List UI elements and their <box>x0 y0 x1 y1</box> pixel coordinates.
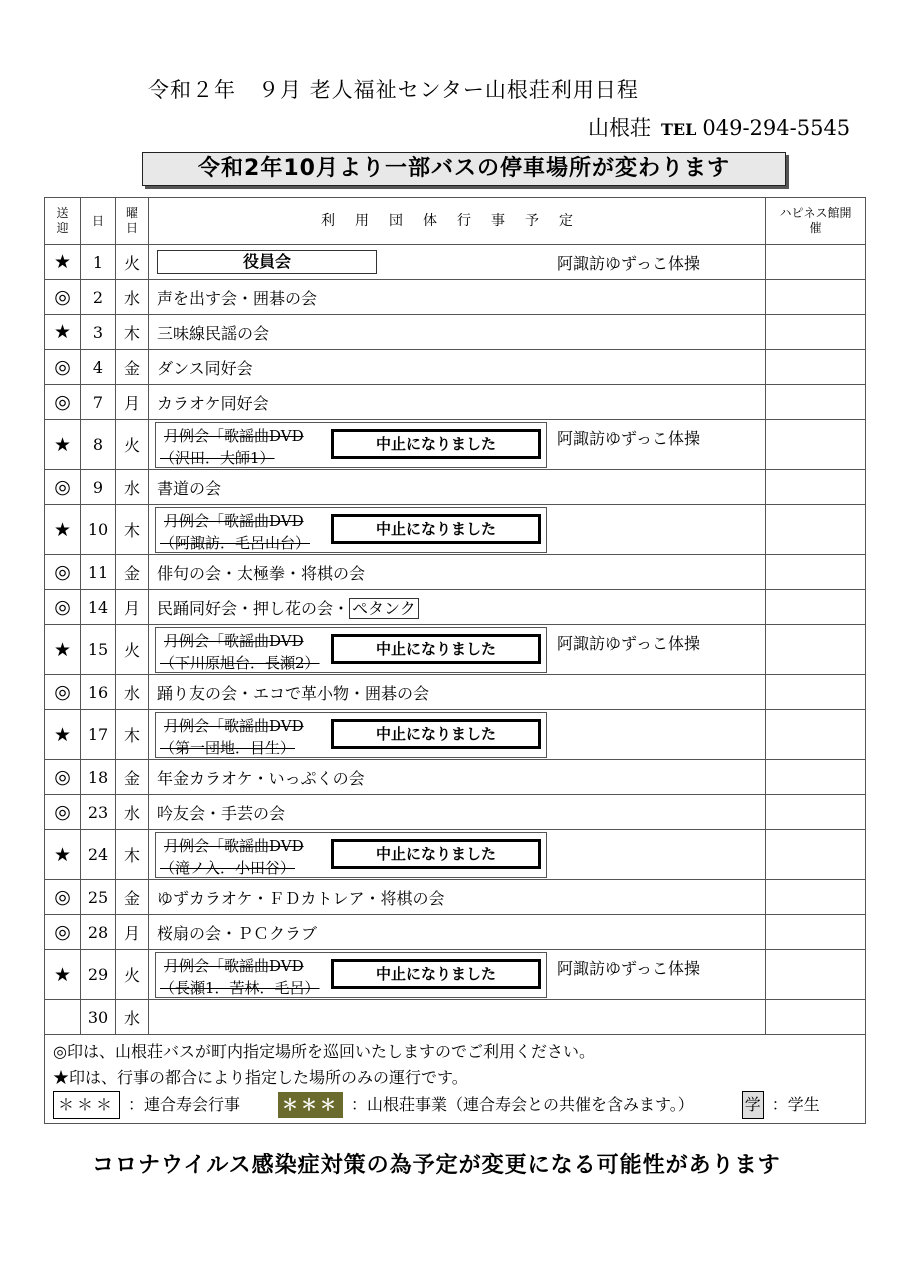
happiness-cell <box>766 1000 866 1035</box>
cancelled-stamp: 中止になりました <box>331 959 541 989</box>
day-number: 17 <box>81 710 116 760</box>
day-number: 18 <box>81 760 116 795</box>
transport-mark: ◎ <box>45 350 81 385</box>
schedule-table <box>44 197 866 1124</box>
weekday: 水 <box>116 280 149 315</box>
table-row <box>45 385 866 420</box>
transport-mark: ★ <box>45 420 81 470</box>
event-cell <box>149 245 766 280</box>
table-header-row <box>45 198 866 245</box>
note-star-mark: ★印は、行事の都合により指定した場所のみの運行です。 <box>53 1068 468 1087</box>
day-number: 8 <box>81 420 116 470</box>
event-right-text: 阿諏訪ゆずっこ体操 <box>557 634 701 653</box>
transport-mark: ◎ <box>45 760 81 795</box>
event-right-text: 阿諏訪ゆずっこ体操 <box>557 959 701 978</box>
happiness-cell <box>766 350 866 385</box>
event-text: 三味線民謡の会 <box>157 323 270 343</box>
event-cell <box>149 590 766 625</box>
transport-mark: ★ <box>45 950 81 1000</box>
legend <box>53 1091 857 1119</box>
page-title: 令和２年 ９月 老人福祉センター山根荘利用日程 <box>148 78 639 102</box>
cancelled-line1: 月例会「歌謡曲DVD <box>164 512 304 530</box>
transport-mark: ◎ <box>45 590 81 625</box>
happiness-cell <box>766 555 866 590</box>
legend-yamaneso-text: ：山根荘事業（連合寿会との共催を含みます。） <box>351 1095 694 1114</box>
day-number: 1 <box>81 245 116 280</box>
legend-rengo-text: ：連合寿会行事 <box>128 1095 241 1114</box>
table-row <box>45 950 866 1000</box>
cancelled-line2: （下川原旭台．長瀬2） <box>160 654 320 672</box>
weekday: 木 <box>116 315 149 350</box>
happiness-cell <box>766 950 866 1000</box>
day-number: 7 <box>81 385 116 420</box>
event-cell <box>149 315 766 350</box>
event-cell <box>149 830 766 880</box>
event-cell <box>149 555 766 590</box>
notes-row <box>45 1035 866 1124</box>
header-day: 日 <box>81 198 116 245</box>
event-cell <box>149 760 766 795</box>
event-text: 俳句の会・太極拳・将棋の会 <box>157 563 366 583</box>
day-number: 9 <box>81 470 116 505</box>
weekday: 金 <box>116 350 149 385</box>
cancelled-event-box <box>155 832 547 878</box>
table-row <box>45 710 866 760</box>
weekday: 水 <box>116 675 149 710</box>
cancelled-line1: 月例会「歌謡曲DVD <box>164 427 304 445</box>
weekday: 木 <box>116 505 149 555</box>
happiness-cell <box>766 710 866 760</box>
event-text: 書道の会 <box>157 478 222 498</box>
table-row <box>45 795 866 830</box>
covid-notice: コロナウイルス感染症対策の為予定が変更になる可能性があります <box>92 1153 781 1178</box>
header-transport: 送迎 <box>45 198 81 245</box>
event-cell <box>149 505 766 555</box>
table-row <box>45 590 866 625</box>
table-row <box>45 420 866 470</box>
weekday: 火 <box>116 245 149 280</box>
cancelled-event-box <box>155 952 547 998</box>
petanque-box: ペタンク <box>349 598 419 619</box>
transport-mark: ◎ <box>45 470 81 505</box>
happiness-cell <box>766 420 866 470</box>
cancelled-event-box <box>155 507 547 553</box>
cancelled-stamp: 中止になりました <box>331 514 541 544</box>
day-number: 3 <box>81 315 116 350</box>
transport-mark: ◎ <box>45 915 81 950</box>
tel-number: 049-294-5545 <box>702 116 851 140</box>
happiness-cell <box>766 590 866 625</box>
cancelled-line2: （長瀬1．苦林．毛呂） <box>160 979 320 997</box>
happiness-cell <box>766 470 866 505</box>
notes-cell <box>45 1035 866 1124</box>
cancelled-event-box <box>155 627 547 673</box>
transport-mark: ★ <box>45 625 81 675</box>
event-text: 桜扇の会・ＰＣクラブ <box>157 923 318 943</box>
cancelled-line1: 月例会「歌謡曲DVD <box>164 632 304 650</box>
happiness-cell <box>766 245 866 280</box>
happiness-cell <box>766 625 866 675</box>
cancelled-event-box <box>155 712 547 758</box>
happiness-cell <box>766 830 866 880</box>
weekday: 金 <box>116 555 149 590</box>
transport-mark: ◎ <box>45 675 81 710</box>
cancelled-stamp: 中止になりました <box>331 634 541 664</box>
event-cell <box>149 950 766 1000</box>
table-row <box>45 555 866 590</box>
day-number: 10 <box>81 505 116 555</box>
transport-mark: ◎ <box>45 880 81 915</box>
table-row <box>45 280 866 315</box>
event-text: 吟友会・手芸の会 <box>157 803 286 823</box>
weekday: 火 <box>116 420 149 470</box>
header-happiness: ハピネス館開催 <box>766 198 866 245</box>
yakuin-box: 役員会 <box>157 250 377 274</box>
legend-student-text: ：学生 <box>771 1095 820 1114</box>
legend-student-mark: 学 <box>742 1091 764 1119</box>
weekday: 木 <box>116 710 149 760</box>
table-row <box>45 315 866 350</box>
tel-label: TEL <box>661 120 697 139</box>
table-row <box>45 830 866 880</box>
weekday: 月 <box>116 385 149 420</box>
note-circle-mark: ◎印は、山根荘バスが町内指定場所を巡回いたしますのでご利用ください。 <box>53 1042 595 1061</box>
table-row <box>45 245 866 280</box>
cancelled-line1: 月例会「歌謡曲DVD <box>164 717 304 735</box>
transport-mark: ◎ <box>45 280 81 315</box>
day-number: 15 <box>81 625 116 675</box>
event-cell <box>149 880 766 915</box>
event-text: 年金カラオケ・いっぷくの会 <box>157 768 365 788</box>
weekday: 月 <box>116 590 149 625</box>
event-cell <box>149 280 766 315</box>
transport-mark: ◎ <box>45 795 81 830</box>
day-number: 4 <box>81 350 116 385</box>
table-row <box>45 470 866 505</box>
weekday: 月 <box>116 915 149 950</box>
event-cell <box>149 795 766 830</box>
cancelled-event-box <box>155 422 547 468</box>
happiness-cell <box>766 915 866 950</box>
happiness-cell <box>766 315 866 350</box>
weekday: 水 <box>116 470 149 505</box>
weekday: 金 <box>116 880 149 915</box>
table-row <box>45 760 866 795</box>
event-cell <box>149 385 766 420</box>
notice-banner: 令和2年10月より一部バスの停車場所が変わります <box>142 152 786 186</box>
event-text: 声を出す会・囲碁の会 <box>157 288 318 308</box>
weekday: 金 <box>116 760 149 795</box>
transport-mark: ★ <box>45 830 81 880</box>
day-number: 2 <box>81 280 116 315</box>
table-row <box>45 1000 866 1035</box>
table-row <box>45 675 866 710</box>
event-cell <box>149 675 766 710</box>
legend-yamaneso-mark: ＊＊＊ <box>278 1092 343 1118</box>
weekday: 水 <box>116 795 149 830</box>
contact-info <box>588 112 850 142</box>
event-text: 踊り友の会・エコで革小物・囲碁の会 <box>157 683 430 703</box>
header-events: 利用団体行事予定 <box>149 198 766 245</box>
table-row <box>45 915 866 950</box>
table-row <box>45 505 866 555</box>
weekday: 火 <box>116 625 149 675</box>
transport-mark: ★ <box>45 710 81 760</box>
happiness-cell <box>766 385 866 420</box>
transport-mark: ★ <box>45 315 81 350</box>
facility-name: 山根荘 <box>588 116 651 140</box>
table-row <box>45 625 866 675</box>
day-number: 29 <box>81 950 116 1000</box>
weekday: 水 <box>116 1000 149 1035</box>
event-text: ゆずカラオケ・ＦＤカトレア・将棋の会 <box>157 888 445 908</box>
transport-mark: ★ <box>45 505 81 555</box>
cancelled-stamp: 中止になりました <box>331 429 541 459</box>
event-cell <box>149 625 766 675</box>
happiness-cell <box>766 880 866 915</box>
cancelled-line2: （沢田．大師1） <box>160 449 275 467</box>
day-number: 30 <box>81 1000 116 1035</box>
happiness-cell <box>766 280 866 315</box>
cancelled-stamp: 中止になりました <box>331 839 541 869</box>
event-text: 民踊同好会・押し花の会・ <box>157 598 350 618</box>
day-number: 16 <box>81 675 116 710</box>
happiness-cell <box>766 795 866 830</box>
event-text: ダンス同好会 <box>157 358 253 378</box>
cancelled-line1: 月例会「歌謡曲DVD <box>164 837 304 855</box>
day-number: 14 <box>81 590 116 625</box>
cancelled-line2: （阿諏訪．毛呂山台） <box>160 534 311 552</box>
table-row <box>45 350 866 385</box>
event-cell <box>149 1000 766 1035</box>
day-number: 24 <box>81 830 116 880</box>
table-row <box>45 880 866 915</box>
day-number: 28 <box>81 915 116 950</box>
event-cell <box>149 350 766 385</box>
weekday: 木 <box>116 830 149 880</box>
event-right-text: 阿諏訪ゆずっこ体操 <box>557 429 701 448</box>
event-cell <box>149 470 766 505</box>
happiness-cell <box>766 505 866 555</box>
transport-mark: ◎ <box>45 385 81 420</box>
event-cell <box>149 915 766 950</box>
day-number: 23 <box>81 795 116 830</box>
event-cell <box>149 710 766 760</box>
day-number: 11 <box>81 555 116 590</box>
transport-mark <box>45 1000 81 1035</box>
event-text: カラオケ同好会 <box>157 393 269 413</box>
header-weekday: 曜日 <box>116 198 149 245</box>
happiness-cell <box>766 675 866 710</box>
cancelled-line2: （滝ノ入．小田谷） <box>160 859 296 877</box>
day-number: 25 <box>81 880 116 915</box>
event-cell <box>149 420 766 470</box>
cancelled-stamp: 中止になりました <box>331 719 541 749</box>
happiness-cell <box>766 760 866 795</box>
transport-mark: ◎ <box>45 555 81 590</box>
weekday: 火 <box>116 950 149 1000</box>
legend-rengo-mark: ＊＊＊ <box>53 1091 120 1119</box>
cancelled-line1: 月例会「歌謡曲DVD <box>164 957 304 975</box>
event-right-text: 阿諏訪ゆずっこ体操 <box>557 254 701 273</box>
transport-mark: ★ <box>45 245 81 280</box>
cancelled-line2: （第一団地．目生） <box>160 739 296 757</box>
